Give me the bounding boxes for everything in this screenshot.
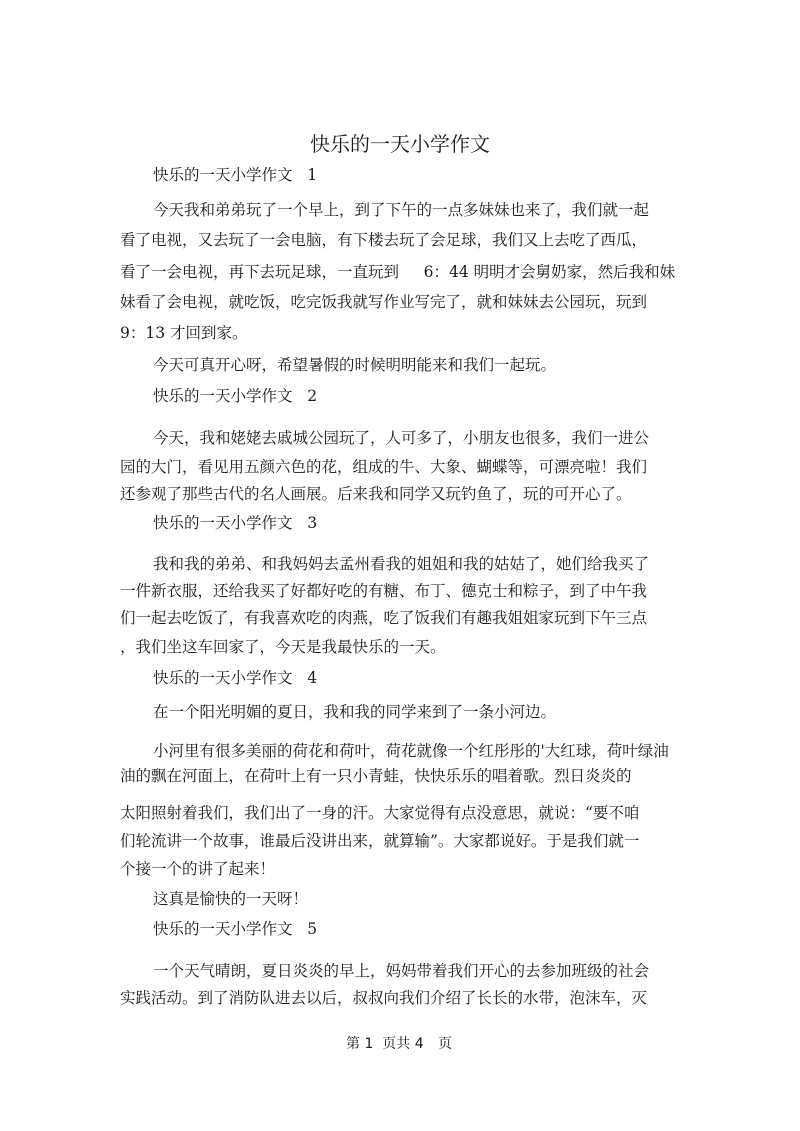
page-title: 快乐的一天小学作文 — [310, 132, 490, 156]
body-line: 今天，我和姥姥去戚城公园玩了，人可多了，小朋友也很多，我们一进公 — [153, 429, 650, 447]
body-line: 妹看了会电视，就吃饭，吃完饭我就写作业写完了，就和妹妹去公园玩，玩到 — [120, 293, 648, 311]
section-heading-5: 快乐的一天小学作文 5 — [153, 920, 318, 938]
body-line: ，我们坐这车回家了，今天是我最快乐的一天。 — [120, 638, 446, 656]
page-number-label: 第 1 页共 4 — [346, 1036, 424, 1052]
body-line: 我和我的弟弟、和我妈妈去孟州看我的姐姐和我的姑姑了，她们给我买了 — [153, 555, 650, 573]
body-line: 个接一个的讲了起来！ — [120, 860, 276, 878]
body-line: 园的大门，看见用五颜六色的花，组成的牛、大象、蝴蝶等，可漂亮啦！我们 — [120, 458, 648, 476]
body-line: 们轮流讲一个故事，谁最后没讲出来，就算输”。大家都说好。于是我们就一 — [120, 832, 640, 850]
body-line: 今天可真开心呀，希望暑假的时候明明能来和我们一起玩。 — [153, 356, 557, 374]
body-line: 9：13 才回到家。 — [120, 324, 248, 342]
section-heading-3: 快乐的一天小学作文 3 — [153, 514, 318, 532]
section-heading-1: 快乐的一天小学作文 1 — [153, 166, 318, 184]
body-line: 太阳照射着我们，我们出了一身的汗。大家觉得有点没意思，就说：“要不咱 — [120, 804, 640, 822]
body-line: 这真是愉快的一天呀！ — [153, 890, 309, 908]
body-line: 实践活动。到了消防队进去以后，叔叔向我们介绍了长长的水带，泡沫车，灭 — [120, 989, 648, 1007]
body-line: 油的飘在河面上，在荷叶上有一只小青蛙，快快乐乐的唱着歌。烈日炎炎的 — [120, 767, 632, 785]
body-line: 看了电视，又去玩了一会电脑，有下楼去玩了会足球，我们又上去吃了西瓜， — [120, 231, 648, 249]
body-line: 一件新衣服，还给我买了好都好吃的有糖、布丁、德克士和粽子，到了中午我 — [120, 582, 648, 600]
body-line: 今天我和弟弟玩了一个早上，到了下午的一点多妹妹也来了，我们就一起 — [153, 201, 650, 219]
body-line: 看了一会电视，再下去玩足球，一直玩到 6：44 明明才会舅奶家，然后我和妹 — [120, 263, 676, 281]
body-line: 还参观了那些古代的名人画展。后来我和同学又玩钓鱼了，玩的可开心了。 — [120, 485, 632, 503]
section-heading-2: 快乐的一天小学作文 2 — [153, 387, 318, 405]
body-line: 小河里有很多美丽的荷花和荷叶，荷花就像一个红彤彤的'大红球，荷叶绿油 — [153, 742, 669, 760]
section-heading-4: 快乐的一天小学作文 4 — [153, 669, 318, 687]
page-number-suffix: 页 — [438, 1036, 452, 1052]
body-line: 们一起去吃饭了，有我喜欢吃的肉燕，吃了饭我们有趣我姐姐家玩到下午三点 — [120, 609, 648, 627]
body-line: 一个天气晴朗，夏日炎炎的早上，妈妈带着我们开心的去参加班级的社会 — [153, 962, 650, 980]
body-line: 在一个阳光明媚的夏日，我和我的同学来到了一条小河边。 — [153, 703, 557, 721]
